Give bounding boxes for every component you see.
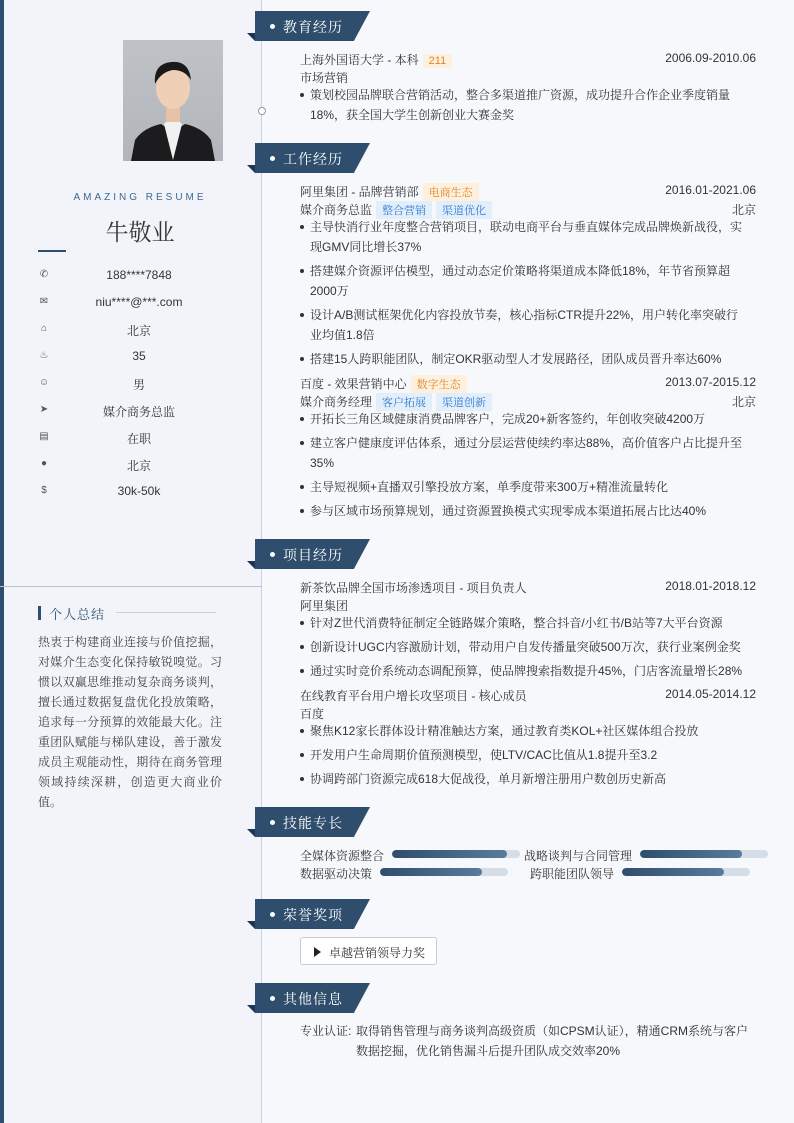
section-header-skills xyxy=(255,807,370,837)
job-tag: 整合营销 xyxy=(376,201,432,219)
work-bullet: 主导短视频+直播双引擎投放方案，单季度带来300万+精准流量转化 xyxy=(300,477,750,497)
section-title-education: 教育经历 xyxy=(283,19,343,35)
section-header-honors xyxy=(255,899,370,929)
status-value: 在职 xyxy=(126,432,151,446)
sidebar-divider xyxy=(0,586,262,587)
email-value: niu****@***.com xyxy=(95,295,183,309)
summary-title: 个人总结 xyxy=(49,607,106,622)
other-value: 取得销售管理与商务谈判高级资质（如CPSM认证），精通CRM系统与客户数据挖掘，优化销售漏斗后提升团队成交效率20% xyxy=(356,1024,749,1058)
gender-value: 男 xyxy=(132,378,145,392)
work-city: 北京 xyxy=(731,203,756,217)
cake-icon: ♨ xyxy=(39,350,49,361)
profile-photo xyxy=(123,40,223,161)
work-bullet: 建立客户健康度评估体系，通过分层运营使续约率达88%，高价值客户占比提升至35% xyxy=(300,433,750,473)
company-name: 阿里集团 - 品牌营销部 xyxy=(300,185,419,199)
job-tag: 客户拓展 xyxy=(376,393,432,411)
briefcase-icon: ▤ xyxy=(39,431,49,442)
company-tag: 数字生态 xyxy=(411,375,467,393)
company-tag: 电商生态 xyxy=(423,183,479,201)
info-position xyxy=(38,402,238,420)
skill-name: 战略谈判与合同管理 xyxy=(524,849,633,863)
info-phone xyxy=(38,267,238,285)
sidebar-accent-stripe xyxy=(0,0,4,1123)
summary-text: 热衷于构建商业连接与价值挖掘，对媒介生态变化保持敏锐嗅觉。习惯以双赢思维推动复杂商务谈判，擅长通过数据复盘优化投放策略，追求每一分预算的效能最大化。注重团队赋能与梯队建设，善于激发成员主观能动性，期待在商务管理领域持续深耕，创造更大商业价值。 xyxy=(38,635,222,809)
section-title-work: 工作经历 xyxy=(283,151,343,167)
location-icon: ● xyxy=(40,458,48,469)
skill-bar xyxy=(380,868,508,876)
photo-pin xyxy=(258,107,266,115)
location-value: 北京 xyxy=(126,459,151,473)
play-icon xyxy=(314,947,321,957)
summary-marker xyxy=(38,606,41,620)
work-date: 2016.01-2021.06 xyxy=(665,183,756,197)
info-email xyxy=(38,294,238,312)
summary-heading xyxy=(38,604,238,622)
project-bullet: 创新设计UGC内容激励计划，带动用户自发传播量突破500万次，获行业案例金奖 xyxy=(300,637,750,657)
section-header-education xyxy=(255,11,370,41)
section-title-skills: 技能专长 xyxy=(283,815,343,831)
info-location xyxy=(38,456,238,474)
job-tag: 渠道创新 xyxy=(436,393,492,411)
age-value: 35 xyxy=(132,349,146,363)
skill-bar xyxy=(392,850,520,858)
education-major: 市场营销 xyxy=(300,71,349,85)
work-bullet: 设计A/B测试框架优化内容投放节奏，核心指标CTR提升22%，用户转化率突破行业均值1.8倍 xyxy=(300,305,750,345)
skill-name: 跨职能团队领导 xyxy=(530,867,615,881)
info-gender xyxy=(38,375,238,393)
info-home xyxy=(38,321,238,339)
job-title: 媒介商务总监 xyxy=(300,203,373,217)
other-key: 专业认证: xyxy=(300,1024,352,1038)
skill-name: 全媒体资源整合 xyxy=(300,849,385,863)
project-name: 在线教育平台用户增长攻坚项目 - 核心成员 xyxy=(300,689,527,703)
info-salary xyxy=(38,483,238,501)
job-tag: 渠道优化 xyxy=(436,201,492,219)
mail-icon: ✉ xyxy=(39,296,49,307)
phone-icon: ✆ xyxy=(39,269,49,280)
skill-bar xyxy=(622,868,750,876)
position-value: 媒介商务总监 xyxy=(102,405,175,419)
summary-rule xyxy=(116,612,216,613)
work-company xyxy=(300,183,479,201)
education-school xyxy=(300,51,452,68)
section-header-other xyxy=(255,983,370,1013)
work-date: 2013.07-2015.12 xyxy=(665,375,756,389)
project-bullet: 针对Z世代消费特征制定全链路媒介策略，整合抖音/小红书/B站等7大平台资源 xyxy=(300,613,750,633)
work-company xyxy=(300,375,467,393)
skill-name: 数据驱动决策 xyxy=(300,867,373,881)
section-title-honors: 荣誉奖项 xyxy=(283,907,343,923)
work-bullet: 搭建15人跨职能团队，制定OKR驱动型人才发展路径，团队成员晋升率达60% xyxy=(300,349,750,369)
award-label: 卓越营销领导力奖 xyxy=(329,946,426,960)
section-title-projects: 项目经历 xyxy=(283,547,343,563)
work-bullet: 搭建媒介资源评估模型，通过动态定价策略将渠道成本降低18%，年节省预算超2000万 xyxy=(300,261,750,301)
phone-value: 188****7848 xyxy=(106,268,172,282)
skill-bar xyxy=(640,850,768,858)
salary-value: 30k-50k xyxy=(117,484,161,498)
project-date: 2018.01-2018.12 xyxy=(665,579,756,593)
send-icon: ➤ xyxy=(39,404,49,415)
section-title-other: 其他信息 xyxy=(283,991,343,1007)
info-age xyxy=(38,348,238,366)
school-name: 上海外国语大学 - 本科 xyxy=(300,53,419,67)
candidate-name: 牛敬业 xyxy=(105,220,175,246)
work-bullet: 主导快消行业年度整合营销项目，联动电商平台与垂直媒体完成品牌焕新战役，实现GMV同比增长37% xyxy=(300,217,750,257)
section-header-work xyxy=(255,143,370,173)
work-bullet: 参与区域市场预算规划，通过资源置换模式实现零成本渠道拓展占比达40% xyxy=(300,501,750,521)
name-underline xyxy=(38,250,66,252)
education-bullet: 策划校园品牌联合营销活动，整合多渠道推广资源，成功提升合作企业季度销量18%，获全国大学生创新创业大赛金奖 xyxy=(300,85,750,125)
project-org: 阿里集团 xyxy=(300,599,349,613)
work-bullet: 开拓长三角区域健康消费品牌客户，完成20+新客签约，年创收突破4200万 xyxy=(300,409,750,429)
info-status xyxy=(38,429,238,447)
award-badge xyxy=(300,937,437,965)
job-title: 媒介商务经理 xyxy=(300,395,373,409)
school-tag: 211 xyxy=(423,54,453,68)
project-org: 百度 xyxy=(300,707,325,721)
project-date: 2014.05-2014.12 xyxy=(665,687,756,701)
education-date: 2006.09-2010.06 xyxy=(665,51,756,65)
project-bullet: 通过实时竞价系统动态调配预算，使品牌搜索指数提升45%，门店客流量增长28% xyxy=(300,661,750,681)
home-value: 北京 xyxy=(126,324,151,338)
smile-icon: ☺ xyxy=(38,377,50,388)
sidebar xyxy=(0,0,262,1123)
project-bullet: 协调跨部门资源完成618大促战役，单月新增注册用户数创历史新高 xyxy=(300,769,750,789)
company-name: 百度 - 效果营销中心 xyxy=(300,377,407,391)
section-header-projects xyxy=(255,539,370,569)
work-city: 北京 xyxy=(731,395,756,409)
project-bullet: 聚焦K12家长群体设计精准触达方案，通过教育类KOL+社区媒体组合投放 xyxy=(300,721,750,741)
project-name: 新茶饮品牌全国市场渗透项目 - 项目负责人 xyxy=(300,581,527,595)
home-icon: ⌂ xyxy=(40,323,48,334)
resume-tagline: AMAZING RESUME xyxy=(73,192,207,203)
project-bullet: 开发用户生命周期价值预测模型，使LTV/CAC比值从1.8提升至3.2 xyxy=(300,745,750,765)
money-icon: $ xyxy=(41,485,47,496)
